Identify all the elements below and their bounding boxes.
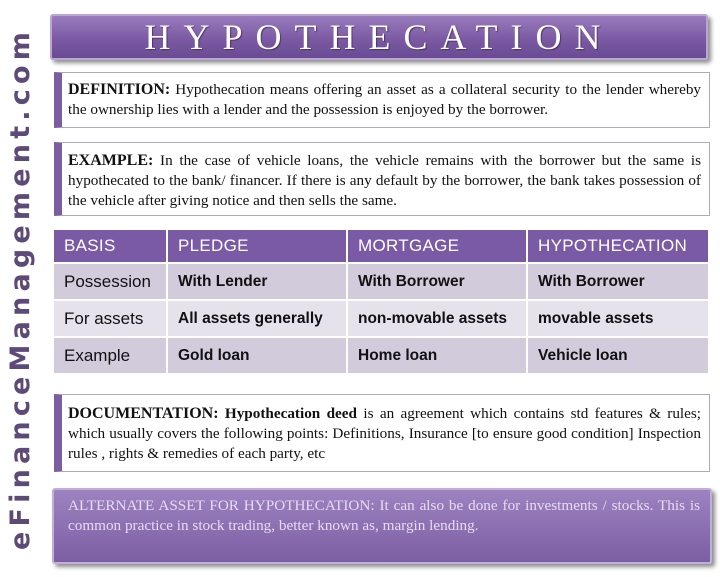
definition-box	[54, 72, 710, 128]
table-row	[54, 264, 708, 299]
mortgage-cell: non-movable assets	[348, 301, 526, 336]
brand-watermark	[0, 0, 42, 577]
table-row	[54, 338, 708, 373]
brand-text: eFinanceManagement.com	[5, 26, 37, 551]
pledge-cell: With Lender	[168, 264, 346, 299]
example-label: EXAMPLE:	[68, 152, 154, 169]
alternate-text: It can also be done for investments / stocks. This is common practice in stock trading, better known as, margin lending.	[68, 497, 700, 534]
page-title: HYPOTHECATION	[144, 17, 614, 57]
example-box	[54, 142, 710, 216]
title-banner	[50, 14, 708, 60]
mortgage-cell: Home loan	[348, 338, 526, 373]
documentation-label: DOCUMENTATION:	[68, 405, 219, 422]
mortgage-cell: With Borrower	[348, 264, 526, 299]
header-hypothecation: HYPOTHECATION	[528, 230, 708, 262]
table-row	[54, 301, 708, 336]
example-text: In the case of vehicle loans, the vehicle remains with the borrower but the same is hypothecated to the bank/ financer. If there is any default by the borrower, the bank takes possession of the vehicle after giving notice and then sells the same.	[68, 152, 701, 209]
comparison-table	[52, 228, 710, 375]
table-header-row	[54, 230, 708, 262]
hypothecation-cell: Vehicle loan	[528, 338, 708, 373]
hypothecation-cell: movable assets	[528, 301, 708, 336]
header-mortgage: MORTGAGE	[348, 230, 526, 262]
pledge-cell: All assets generally	[168, 301, 346, 336]
definition-text: Hypothecation means offering an asset as a collateral security to the lender whereby the ownership lies with a lender and the possession is enjoyed by the borrower.	[68, 81, 702, 118]
alternate-label: ALTERNATE ASSET FOR HYPOTHECATION:	[68, 497, 375, 514]
documentation-box	[54, 394, 710, 472]
row-basis-cell: Example	[54, 338, 166, 373]
hypothecation-cell: With Borrower	[528, 264, 708, 299]
definition-label: DEFINITION:	[68, 81, 171, 98]
header-basis: BASIS	[54, 230, 166, 262]
documentation-text: is an agreement which contains std features & rules; which usually covers the following points: Definitions, Insurance [to ensure good condition] Inspection rules , rights & remedies of each party, etc	[68, 405, 702, 462]
alternate-asset-box	[52, 488, 712, 564]
header-pledge: PLEDGE	[168, 230, 346, 262]
row-basis-cell: Possession	[54, 264, 166, 299]
documentation-highlight: Hypothecation deed	[224, 405, 357, 422]
row-basis-cell: For assets	[54, 301, 166, 336]
pledge-cell: Gold loan	[168, 338, 346, 373]
